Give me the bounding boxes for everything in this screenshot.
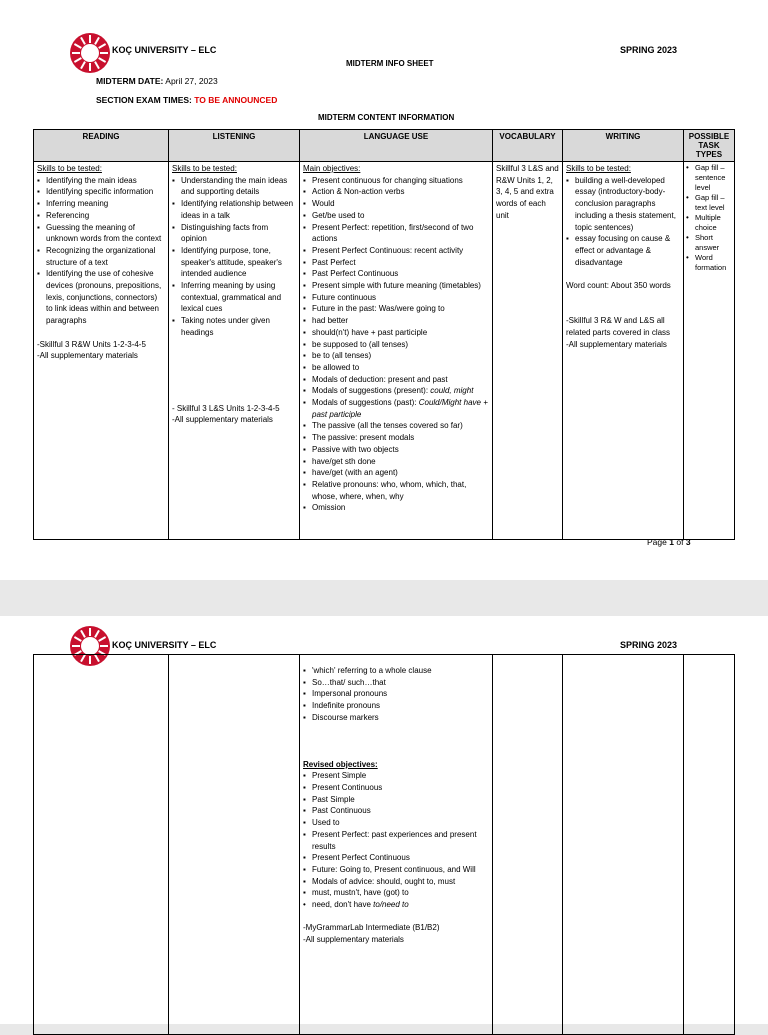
- col-header-vocabulary: VOCABULARY: [493, 130, 563, 162]
- list-item: ▪ building a well-developed essay (introductory-body-conclusion paragraphs including a thesis statement, topic sentences): [575, 175, 680, 234]
- list-item: ▪ Present Perfect: past experiences and present results: [312, 829, 489, 852]
- writing-cell-continued: [563, 655, 684, 1035]
- logo-ray: [74, 636, 82, 642]
- logo-ray: [94, 61, 100, 69]
- logo-ray: [72, 52, 80, 54]
- list-item: • Short answer: [695, 233, 731, 253]
- list-item: ▪ Modals of suggestions (past): Could/Might have + past participle: [312, 397, 489, 420]
- revised-objectives-list: [303, 770, 489, 899]
- content-title: MIDTERM CONTENT INFORMATION: [318, 113, 455, 122]
- grammar-material: -MyGrammarLab Intermediate (B1/B2): [303, 923, 440, 933]
- logo-ray: [80, 37, 86, 45]
- list-item: ▪ So…that/ such…that: [312, 677, 489, 689]
- logo-ray: [100, 52, 108, 54]
- logo-ray: [94, 630, 100, 638]
- list-item: ▪ Get/be used to: [312, 210, 489, 222]
- logo-ray: [89, 628, 91, 636]
- content-table: [33, 129, 735, 540]
- logo-ray: [98, 43, 106, 49]
- list-item: ▪ Referencing: [46, 210, 165, 222]
- list-item: ▪ Modals of advice: should, ought to, must: [312, 876, 489, 888]
- section-exam-times: SECTION EXAM TIMES: TO BE ANNOUNCED: [96, 95, 278, 105]
- list-item: ▪ The passive: present modals: [312, 432, 489, 444]
- list-item: ▪ Relative pronouns: who, whom, which, that, whose, where, when, why: [312, 479, 489, 502]
- list-item: ▪ Action & Non-action verbs: [312, 186, 489, 198]
- listening-material: - Skillful 3 L&S Units 1-2-3-4-5: [172, 403, 280, 413]
- list-item: ▪ Present Perfect Continuous: [312, 852, 489, 864]
- list-item: ▪ Past Simple: [312, 794, 489, 806]
- page-number: Page 1 of 3: [647, 537, 691, 547]
- list-item: ▪ have/get (with an agent): [312, 467, 489, 479]
- list-item: ▪ Present Simple: [312, 770, 489, 782]
- main-objectives-list: [303, 175, 489, 514]
- writing-skills-list: [566, 175, 680, 269]
- list-item: ▪ Distinguishing facts from opinion: [181, 222, 296, 245]
- need-list: [303, 899, 489, 911]
- list-item: ▪ Passive with two objects: [312, 444, 489, 456]
- col-header-reading: READING: [34, 130, 169, 162]
- list-item: ▪ be to (all tenses): [312, 350, 489, 362]
- list-item: ▪ should(n't) have + past participle: [312, 327, 489, 339]
- list-item: ▪ Used to: [312, 817, 489, 829]
- sheet-title: MIDTERM INFO SHEET: [346, 59, 434, 68]
- content-table-continued: [33, 654, 735, 1035]
- logo-ray: [80, 630, 86, 638]
- task-types-list: [687, 163, 731, 273]
- listening-cell-continued: [169, 655, 300, 1035]
- list-item: ▪ Impersonal pronouns: [312, 688, 489, 700]
- reading-material: -All supplementary materials: [37, 351, 138, 361]
- list-item: ▪ Understanding the main ideas and supporting details: [181, 175, 296, 198]
- writing-material: -Skillful 3 R& W and L&S all related parts covered in class: [566, 316, 671, 337]
- list-item: ▪ Future: Going to, Present continuous, and Will: [312, 864, 489, 876]
- list-item: ▪ Modals of deduction: present and past: [312, 374, 489, 386]
- list-item: • Word formation: [695, 253, 731, 273]
- logo-ray: [74, 57, 82, 63]
- logo-ray: [94, 37, 100, 45]
- list-item: ▪ essay focusing on cause & effect or advantage & disadvantage: [575, 233, 680, 268]
- list-item: ▪ Identifying relationship between ideas in a talk: [181, 198, 296, 221]
- list-item: ▪ Would: [312, 198, 489, 210]
- writing-cell: [563, 162, 684, 540]
- org-name: KOÇ UNIVERSITY – ELC: [112, 45, 217, 55]
- midterm-date: MIDTERM DATE: April 27, 2023: [96, 76, 218, 86]
- vocabulary-text: Skillful 3 L&S and R&W Units 1, 2, 3, 4, 5 and extra words of each unit: [496, 164, 559, 220]
- listening-skills-list: [172, 175, 296, 339]
- main-objectives-heading: Main objectives:: [303, 164, 361, 173]
- list-item: ▪ Present Perfect Continuous: recent activity: [312, 245, 489, 257]
- list-item: ▪ Present simple with future meaning (timetables): [312, 280, 489, 292]
- list-item: ▪ Inferring meaning by using contextual, grammatical and lexical cues: [181, 280, 296, 315]
- term-label: SPRING 2023: [620, 640, 678, 650]
- reading-skills-list: [37, 175, 165, 327]
- listening-heading: Skills to be tested:: [172, 164, 237, 173]
- list-item: ▪ Identifying purpose, tone, speaker's attitude, speaker's intended audience: [181, 245, 296, 280]
- list-item: ▪ be allowed to: [312, 362, 489, 374]
- org-name: KOÇ UNIVERSITY – ELC: [112, 640, 217, 650]
- logo-ray: [100, 645, 108, 647]
- list-item: ▪ Future in the past: Was/were going to: [312, 303, 489, 315]
- col-header-language-use: LANGUAGE USE: [300, 130, 493, 162]
- logo-ray: [89, 35, 91, 43]
- writing-heading: Skills to be tested:: [566, 164, 631, 173]
- col-header-task-types: POSSIBLE TASK TYPES: [684, 130, 735, 162]
- list-item: ▪ Past Perfect Continuous: [312, 268, 489, 280]
- list-item: ▪ The passive (all the tenses covered so far): [312, 420, 489, 432]
- term-label: SPRING 2023: [620, 45, 678, 55]
- list-item: ▪ Future continuous: [312, 292, 489, 304]
- logo-ray: [89, 63, 91, 71]
- list-item: ▪ Past Continuous: [312, 805, 489, 817]
- language-use-cell: [300, 162, 493, 540]
- page-2: [0, 616, 768, 1024]
- logo-ray: [98, 57, 106, 63]
- col-header-listening: LISTENING: [169, 130, 300, 162]
- list-item: ▪ Identifying the main ideas: [46, 175, 165, 187]
- list-item: ▪ had better: [312, 315, 489, 327]
- list-item: ▪ Present Continuous: [312, 782, 489, 794]
- list-item: ▪ Present Perfect: repetition, first/second of two actions: [312, 222, 489, 245]
- list-item: ▪ must, mustn't, have (got) to: [312, 887, 489, 899]
- list-item: ▪ Identifying specific information: [46, 186, 165, 198]
- list-item: ▪ Discourse markers: [312, 712, 489, 724]
- reading-cell-continued: [34, 655, 169, 1035]
- list-item: ▪ Inferring meaning: [46, 198, 165, 210]
- list-item: ▪ Identifying the use of cohesive devices (pronouns, prepositions, lexis, conjunctions, connectors) to link ideas within and between paragraphs: [46, 268, 165, 327]
- list-item: ▪ Present continuous for changing situations: [312, 175, 489, 187]
- list-item: ▪ 'which' referring to a whole clause: [312, 665, 489, 677]
- list-item: • Gap fill – text level: [695, 193, 731, 213]
- list-item: ▪ have/get sth done: [312, 456, 489, 468]
- listening-material: -All supplementary materials: [172, 415, 273, 425]
- revised-objectives-heading: Revised objectives:: [303, 759, 378, 769]
- logo-ray: [74, 43, 82, 49]
- list-item: • Multiple choice: [695, 213, 731, 233]
- list-item: ▪ Omission: [312, 502, 489, 514]
- list-item: ▪ Taking notes under given headings: [181, 315, 296, 338]
- reading-heading: Skills to be tested:: [37, 164, 102, 173]
- task-types-cell: [684, 162, 735, 540]
- vocabulary-cell-continued: [493, 655, 563, 1035]
- writing-material: -All supplementary materials: [566, 339, 667, 349]
- list-item: ▪ Recognizing the organizational structure of a text: [46, 245, 165, 268]
- task-types-cell-continued: [684, 655, 735, 1035]
- list-item: ▪ Indefinite pronouns: [312, 700, 489, 712]
- word-count: Word count: About 350 words: [566, 281, 671, 291]
- reading-material: -Skillful 3 R&W Units 1-2-3-4-5: [37, 339, 146, 349]
- language-use-cell-continued: [300, 655, 493, 1035]
- logo-ray: [72, 645, 80, 647]
- col-header-writing: WRITING: [563, 130, 684, 162]
- koc-university-logo: [70, 33, 110, 73]
- list-item: ▪ Guessing the meaning of unknown words from the context: [46, 222, 165, 245]
- vocabulary-cell: [493, 162, 563, 540]
- logo-ray: [98, 636, 106, 642]
- list-item: • need, don't have to/need to: [312, 899, 489, 911]
- reading-cell: [34, 162, 169, 540]
- list-item: • Gap fill – sentence level: [695, 163, 731, 193]
- listening-cell: [169, 162, 300, 540]
- main-objectives-list-continued: [303, 665, 489, 724]
- list-item: ▪ be supposed to (all tenses): [312, 339, 489, 351]
- logo-ray: [80, 61, 86, 69]
- list-item: ▪ Modals of suggestions (present): could, might: [312, 385, 489, 397]
- grammar-material: -All supplementary materials: [303, 935, 404, 945]
- list-item: ▪ Past Perfect: [312, 257, 489, 269]
